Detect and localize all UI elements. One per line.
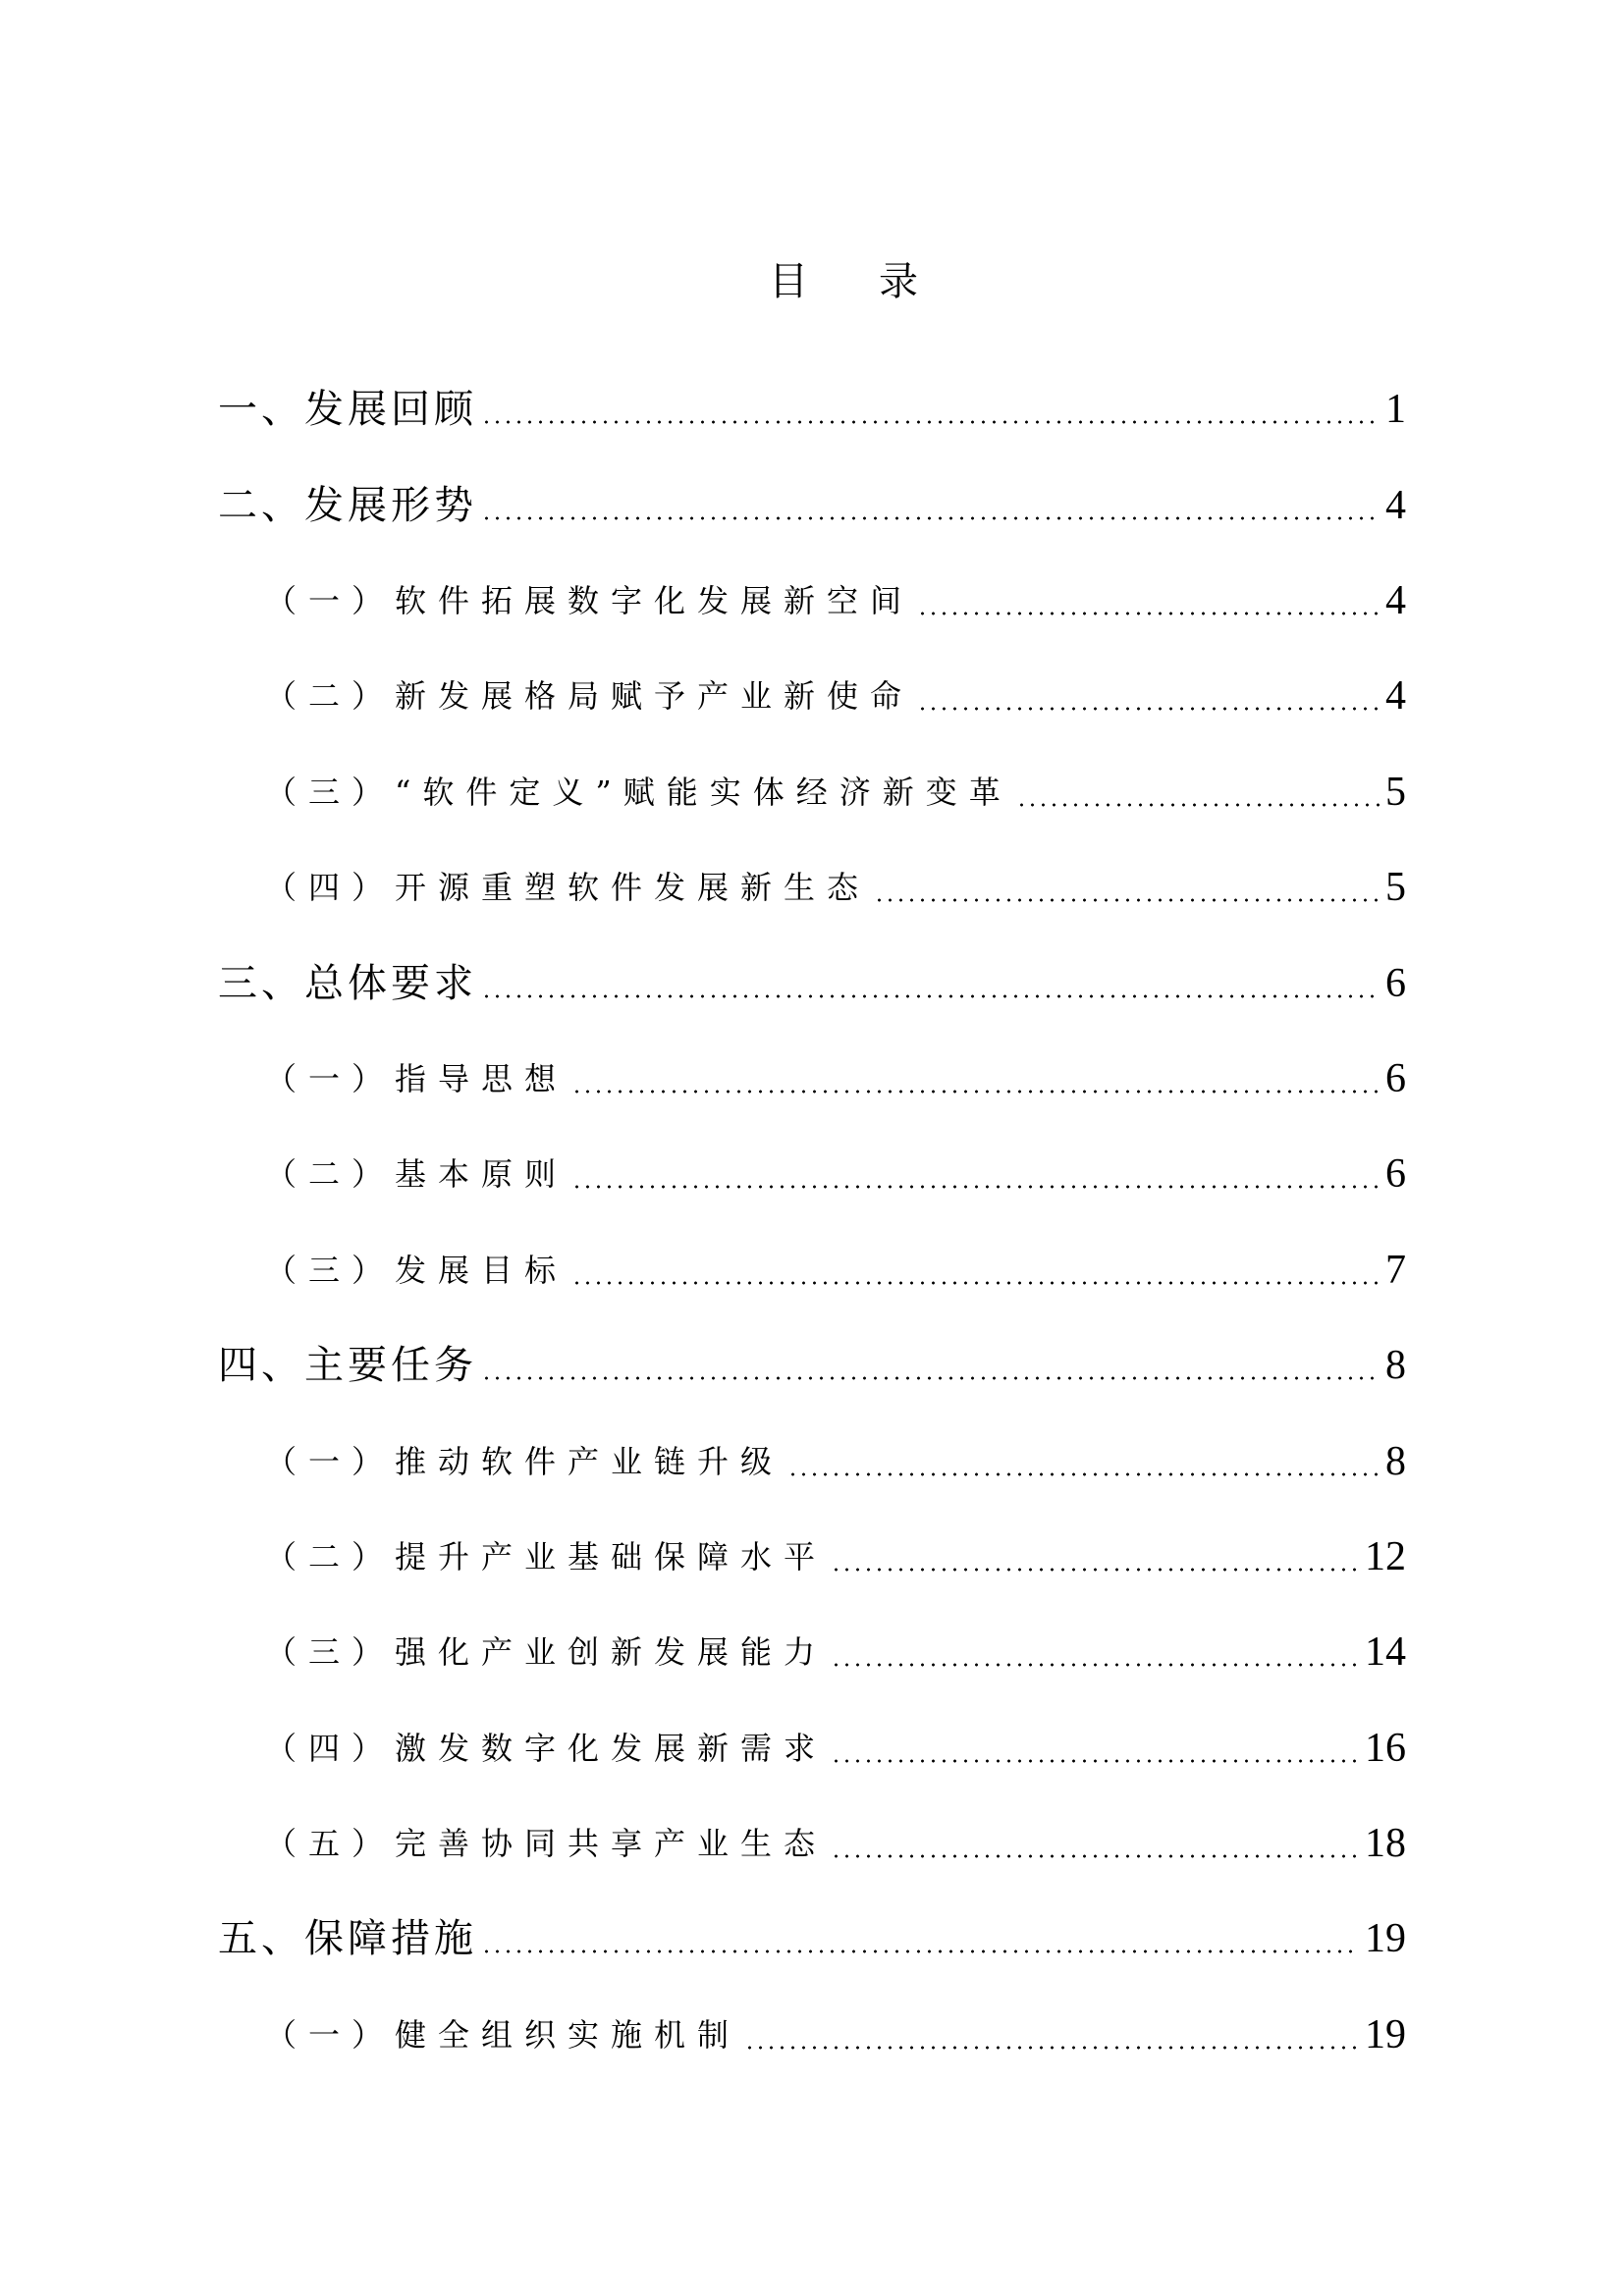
toc-entry[interactable] (265, 1625, 1406, 1680)
dot-leader (481, 994, 1380, 998)
toc-entry[interactable] (218, 1911, 1406, 1966)
toc-entry-label: （一）健全组织实施机制 (265, 2016, 741, 2054)
toc-entry-label: （三）发展目标 (265, 1252, 568, 1289)
toc-entry[interactable] (265, 1434, 1406, 1489)
dot-leader (481, 516, 1380, 520)
toc-entry-page: 6 (1385, 961, 1406, 1006)
toc-entry[interactable] (218, 382, 1406, 437)
toc-entry-label: （二）提升产业基础保障水平 (265, 1538, 828, 1575)
toc-entry[interactable] (218, 1338, 1406, 1393)
toc-entry[interactable] (265, 1721, 1406, 1776)
dot-leader (481, 1376, 1380, 1380)
toc-entry-label: 五、保障措施 (218, 1916, 477, 1961)
dot-leader (571, 1281, 1380, 1285)
dot-leader (481, 1949, 1359, 1953)
toc-entry-label: （三）强化产业创新发展能力 (265, 1633, 828, 1671)
toc-entry-label: （四）开源重塑软件发展新生态 (265, 869, 871, 906)
toc-entry[interactable] (265, 2007, 1406, 2062)
dot-leader (917, 707, 1380, 711)
toc-entry-page: 7 (1385, 1248, 1406, 1293)
toc-entry[interactable] (265, 1243, 1406, 1298)
dot-leader (874, 898, 1380, 902)
toc-entry-label: （二）新发展格局赋予产业新使命 (265, 677, 914, 715)
toc-entry-page: 16 (1365, 1726, 1406, 1771)
toc-entry-page: 5 (1385, 770, 1406, 815)
dot-leader (571, 1090, 1380, 1094)
toc-entry-page: 1 (1385, 387, 1406, 432)
toc-entry[interactable] (218, 478, 1406, 533)
toc-entry-label: （五）完善协同共享产业生态 (265, 1825, 828, 1862)
toc-entry[interactable] (265, 1051, 1406, 1106)
toc-entry[interactable] (265, 668, 1406, 723)
toc-entry-page: 8 (1385, 1343, 1406, 1388)
dot-leader (787, 1472, 1380, 1476)
toc-entry[interactable] (265, 860, 1406, 915)
toc-entry-page: 14 (1365, 1629, 1406, 1675)
toc-entry-page: 6 (1385, 1056, 1406, 1101)
toc-entry-page: 18 (1365, 1821, 1406, 1866)
dot-leader (831, 1568, 1359, 1572)
toc-entry-page: 8 (1385, 1439, 1406, 1484)
dot-leader (831, 1663, 1359, 1667)
toc-entry[interactable] (265, 1147, 1406, 1201)
toc-entry-label: 三、总体要求 (218, 961, 477, 1006)
toc-entry-label: （四）激发数字化发展新需求 (265, 1730, 828, 1767)
title-char-1: 目 (769, 259, 808, 304)
toc-entry-page: 12 (1365, 1534, 1406, 1579)
toc-entry-label: （一）推动软件产业链升级 (265, 1443, 785, 1480)
dot-leader (481, 420, 1380, 424)
toc-entry[interactable] (265, 765, 1406, 820)
toc-entry-page: 4 (1385, 578, 1406, 623)
toc-entry[interactable] (265, 1529, 1406, 1584)
toc-entry[interactable] (265, 573, 1406, 628)
toc-entry[interactable] (218, 956, 1406, 1011)
toc-entry-page: 19 (1365, 2012, 1406, 2057)
dot-leader (831, 1854, 1359, 1858)
toc-entry-label: （一）软件拓展数字化发展新空间 (265, 582, 914, 619)
toc-entry-label: 四、主要任务 (218, 1343, 477, 1388)
dot-leader (1016, 803, 1380, 807)
dot-leader (831, 1759, 1359, 1763)
title-char-2: 录 (879, 259, 918, 304)
toc-entry-page: 4 (1385, 483, 1406, 528)
toc-entry-page: 19 (1365, 1916, 1406, 1961)
toc-entry-label: （三）“软件定义”赋能实体经济新变革 (265, 774, 1012, 811)
page-title (0, 257, 1624, 306)
dot-leader (571, 1185, 1380, 1189)
toc-entry-label: 二、发展形势 (218, 483, 477, 528)
toc-entry-label: （一）指导思想 (265, 1060, 568, 1097)
dot-leader (744, 2046, 1359, 2050)
toc-entry-page: 4 (1385, 673, 1406, 719)
dot-leader (917, 612, 1380, 615)
toc-entry-label: （二）基本原则 (265, 1155, 568, 1193)
toc-entry-label: 一、发展回顾 (218, 387, 477, 432)
toc-entry-page: 6 (1385, 1151, 1406, 1197)
toc-entry-page: 5 (1385, 865, 1406, 910)
toc-entry[interactable] (265, 1816, 1406, 1871)
